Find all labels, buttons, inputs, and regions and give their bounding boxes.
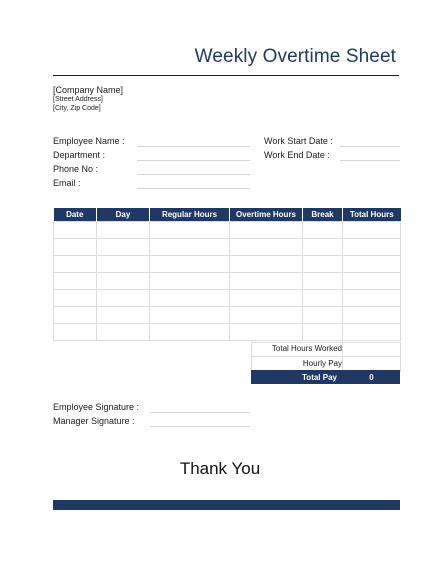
hourly-pay-value[interactable] [342, 357, 401, 371]
table-cell[interactable] [97, 307, 150, 324]
work-end-label: Work End Date : [264, 150, 330, 160]
table-cell[interactable] [303, 290, 343, 307]
table-cell[interactable] [230, 290, 303, 307]
table-cell[interactable] [230, 324, 303, 341]
total-hours-worked-row [251, 342, 400, 356]
table-cell[interactable] [303, 307, 343, 324]
table-cell[interactable] [54, 273, 97, 290]
table-cell[interactable] [150, 256, 230, 273]
table-cell[interactable] [54, 256, 97, 273]
table-cell[interactable] [343, 307, 401, 324]
header-day: Day [97, 208, 150, 222]
table-cell[interactable] [54, 290, 97, 307]
work-start-field[interactable] [340, 146, 400, 147]
phone-label: Phone No : [53, 164, 99, 174]
city-zip: [City, Zip Code] [53, 105, 101, 112]
title-rule [53, 75, 399, 76]
total-hours-worked-value[interactable] [342, 342, 401, 356]
work-start-label: Work Start Date : [264, 136, 333, 146]
email-field[interactable] [137, 188, 250, 189]
table-cell[interactable] [303, 222, 343, 239]
table-cell[interactable] [343, 239, 401, 256]
table-cell[interactable] [303, 239, 343, 256]
table-cell[interactable] [97, 239, 150, 256]
table-cell[interactable] [303, 273, 343, 290]
table-row [54, 307, 401, 324]
table-cell[interactable] [97, 324, 150, 341]
table-cell[interactable] [230, 222, 303, 239]
department-field[interactable] [137, 160, 250, 161]
table-cell[interactable] [150, 290, 230, 307]
table-row [54, 222, 401, 239]
table-cell[interactable] [97, 273, 150, 290]
hours-table [53, 208, 401, 341]
employee-signature-field[interactable] [150, 412, 250, 413]
table-cell[interactable] [230, 273, 303, 290]
footer-bar [53, 500, 400, 510]
table-cell[interactable] [97, 222, 150, 239]
table-cell[interactable] [54, 222, 97, 239]
document-title: Weekly Overtime Sheet [194, 46, 396, 67]
header-date: Date [54, 208, 97, 222]
table-cell[interactable] [97, 290, 150, 307]
table-cell[interactable] [97, 256, 150, 273]
header-total-hours: Total Hours [343, 208, 401, 222]
table-cell[interactable] [343, 290, 401, 307]
table-row [54, 256, 401, 273]
table-cell[interactable] [54, 307, 97, 324]
total-pay-value: 0 [369, 373, 374, 382]
header-overtime-hours: Overtime Hours [230, 208, 303, 222]
table-row [54, 324, 401, 341]
table-cell[interactable] [303, 256, 343, 273]
table-cell[interactable] [150, 222, 230, 239]
table-cell[interactable] [230, 239, 303, 256]
employee-signature-label: Employee Signature : [53, 402, 140, 412]
hourly-pay-row [251, 356, 400, 371]
email-label: Email : [53, 178, 81, 188]
table-row [54, 239, 401, 256]
table-cell[interactable] [343, 273, 401, 290]
table-row [54, 290, 401, 307]
table-cell[interactable] [54, 239, 97, 256]
table-cell[interactable] [150, 239, 230, 256]
table-cell[interactable] [230, 256, 303, 273]
table-cell[interactable] [150, 324, 230, 341]
total-hours-worked-label: Total Hours Worked [271, 344, 342, 353]
table-cell[interactable] [303, 324, 343, 341]
total-pay-label: Total Pay [302, 373, 337, 382]
total-pay-row [251, 370, 400, 384]
thank-you-text: Thank You [179, 459, 261, 478]
table-row [54, 273, 401, 290]
employee-name-label: Employee Name : [53, 136, 125, 146]
table-cell[interactable] [150, 307, 230, 324]
department-label: Department : [53, 150, 106, 160]
table-cell[interactable] [343, 222, 401, 239]
header-regular-hours: Regular Hours [150, 208, 230, 222]
work-end-field[interactable] [340, 160, 400, 161]
street-address: [Street Address] [53, 96, 103, 103]
manager-signature-field[interactable] [150, 426, 250, 427]
table-cell[interactable] [54, 324, 97, 341]
manager-signature-label: Manager Signature : [53, 416, 135, 426]
employee-name-field[interactable] [137, 146, 250, 147]
header-break: Break [303, 208, 343, 222]
table-header-row [54, 208, 401, 222]
phone-field[interactable] [137, 174, 250, 175]
table-cell[interactable] [150, 273, 230, 290]
table-cell[interactable] [343, 256, 401, 273]
table-cell[interactable] [343, 324, 401, 341]
table-cell[interactable] [230, 307, 303, 324]
company-name: [Company Name] [53, 85, 124, 95]
hourly-pay-label: Hourly Pay [302, 359, 342, 368]
